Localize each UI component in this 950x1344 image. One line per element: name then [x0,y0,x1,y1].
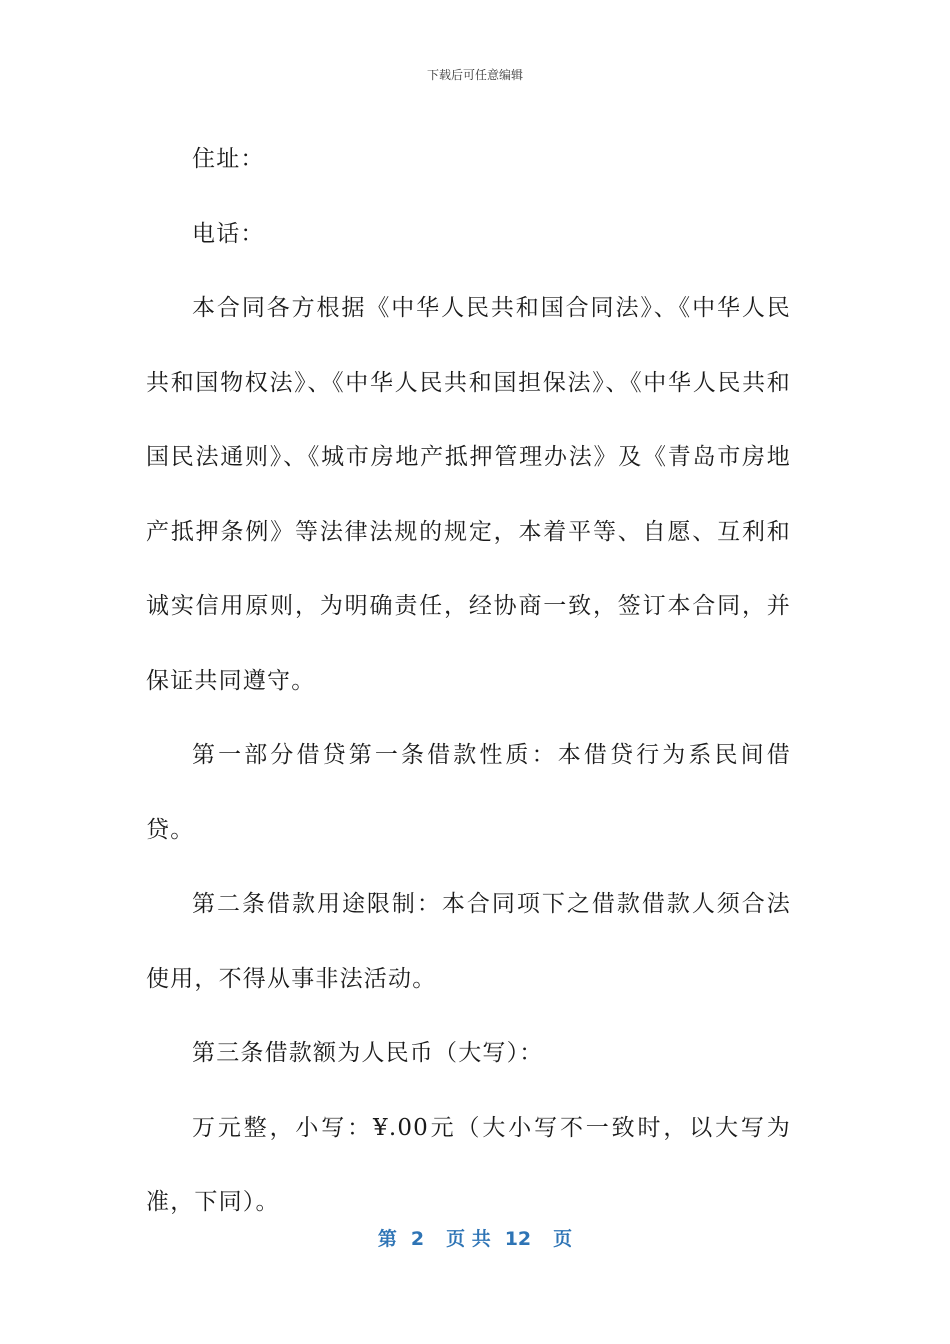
phone-line: 电话： [192,220,265,247]
footer-middle: 页 共 [446,1228,491,1250]
article-1-paragraph: 第一部分借贷第一条借款性质：本借贷行为系民间借贷。 [146,742,791,843]
amount-paragraph: 万元整，小写：¥.00元（大小写不一致时，以大写为准，下同）。 [146,1114,791,1215]
current-page-number: 2 [410,1228,425,1250]
page-number-footer [0,1224,950,1251]
footer-suffix: 页 [553,1228,573,1250]
document-body [146,122,791,1240]
address-line: 住址： [192,146,265,172]
footer-prefix: 第 [377,1228,397,1250]
preamble-paragraph: 本合同各方根据《中华人民共和国合同法》、《中华人民共和国物权法》、《中华人民共和国担保法》、《中华人民共和国民法通则》、《城市房地产抵押管理办法》及《青岛市房地产抵押条例》等法律法规的规定，本着平等、自愿、互利和诚实信用原则，为明确责任，经协商一致，签订本合同，并保证共同遵守。 [146,295,791,694]
article-2-paragraph: 第二条借款用途限制：本合同项下之借款借款人须合法使用，不得从事非法活动。 [146,891,791,992]
total-pages-number: 12 [504,1228,532,1250]
article-3-paragraph: 第三条借款额为人民币（大写）： [192,1040,544,1066]
page-header-note: 下载后可任意编辑 [426,68,523,82]
